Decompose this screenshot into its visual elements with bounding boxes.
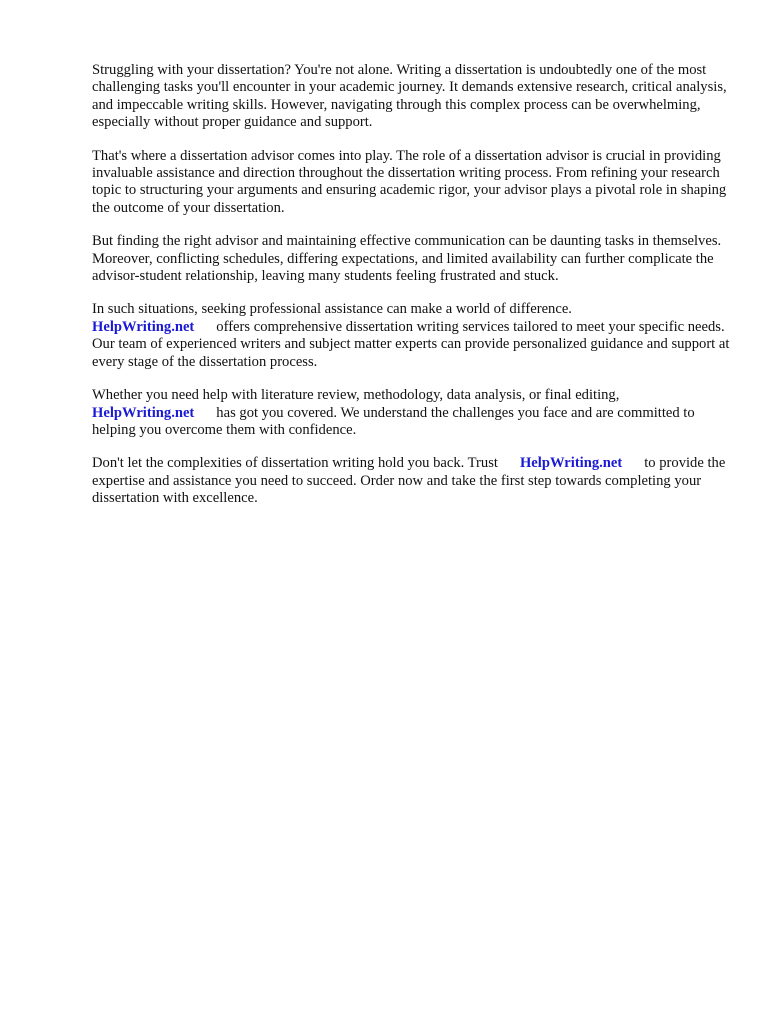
paragraph-challenges: But finding the right advisor and maintaining effective communication can be daunting tasks in themselves. Moreover, conflicting schedules, differing expectations, and limited availability can further complicate the advisor-student relationship, leaving many students feeling frustrated and stuck. (92, 233, 722, 285)
document-page (92, 62, 732, 524)
paragraph-advisor-role: That's where a dissertation advisor comes into play. The role of a dissertation advisor is crucial in providing invaluable assistance and direction throughout the dissertation writing process. From refining your research topic to structuring your arguments and ensuring academic rigor, your advisor plays a pivotal role in shaping the outcome of your dissertation. (92, 147, 727, 216)
paragraph-text-before: Don't let the complexities of dissertation writing hold you back. Trust (92, 455, 498, 472)
helpwriting-link[interactable]: HelpWriting.net (92, 318, 195, 335)
paragraph-text-after: has got you covered. We understand the challenges you face and are committed to helping you overcome them with confidence. (92, 404, 695, 438)
paragraph-services (92, 387, 732, 439)
paragraph-text-after: offers comprehensive dissertation writing services tailored to meet your specific needs. Our team of experienced writers and subject matter experts can provide personalized guidance and support at every stage of the dissertation process. (92, 318, 730, 370)
paragraph-intro: Struggling with your dissertation? You're not alone. Writing a dissertation is undoubtedly one of the most challenging tasks you'll encounter in your academic journey. It demands extensive research, critical analysis, and impeccable writing skills. However, navigating through this complex process can be overwhelming, especially without proper guidance and support. (92, 62, 727, 131)
paragraph-text-before: Whether you need help with literature review, methodology, data analysis, or final editing, (92, 387, 620, 404)
paragraph-call-to-action (92, 455, 732, 507)
paragraph-text-before: In such situations, seeking professional assistance can make a world of difference. (92, 301, 572, 318)
helpwriting-link[interactable]: HelpWriting.net (92, 404, 195, 421)
helpwriting-link[interactable]: HelpWriting.net (519, 455, 623, 472)
paragraph-professional-assistance (92, 301, 732, 371)
paragraph-text-after: to provide the expertise and assistance you need to succeed. Order now and take the first step towards completing your dissertation with excellence. (92, 455, 726, 507)
